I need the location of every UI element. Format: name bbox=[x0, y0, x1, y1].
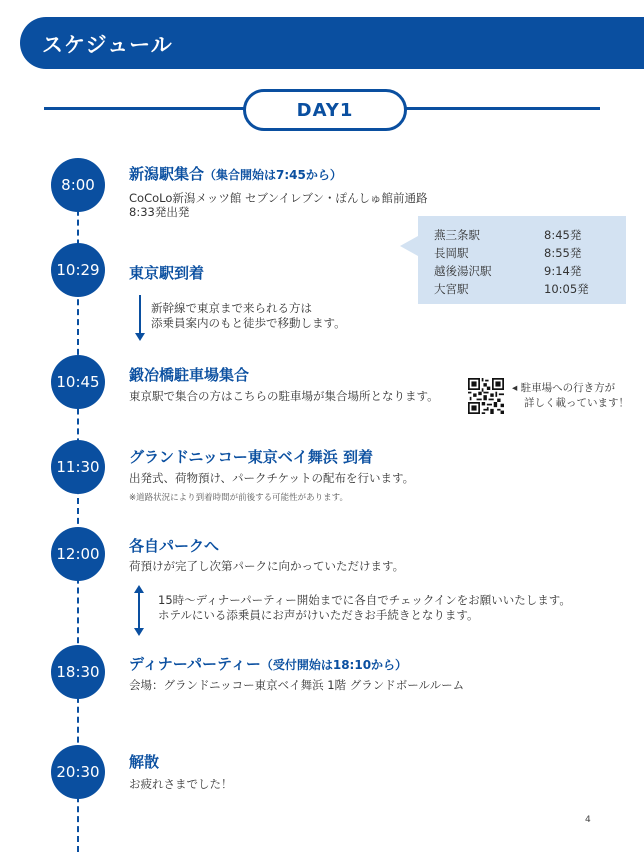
station-row bbox=[434, 281, 589, 297]
qr-caption-line: ◂ 駐車場への行き方が bbox=[512, 382, 616, 394]
event-detail: 8:33発出発 bbox=[129, 205, 190, 219]
page-number: 4 bbox=[585, 815, 591, 825]
time-badge: 12:00 bbox=[51, 527, 105, 581]
header-bar bbox=[20, 17, 644, 69]
event-title: 解散 bbox=[129, 753, 160, 771]
time-badge: 10:45 bbox=[51, 355, 105, 409]
event-detail: お疲れさまでした！ bbox=[129, 777, 233, 791]
time-badge: 18:30 bbox=[51, 645, 105, 699]
station-name: 燕三条駅 bbox=[434, 228, 480, 242]
time-badge: 8:00 bbox=[51, 158, 105, 212]
event-detail: 東京駅で集合の方はこちらの駐車場が集合場所となります。 bbox=[129, 389, 439, 403]
station-row bbox=[434, 227, 581, 243]
event-detail: 荷預けが完了し次第パークに向かっていただけます。 bbox=[129, 559, 405, 573]
time-badge: 11:30 bbox=[51, 440, 105, 494]
time-badge: 20:30 bbox=[51, 745, 105, 799]
event-note: ※道路状況により到着時間が前後する可能性があります。 bbox=[129, 493, 348, 503]
qr-caption bbox=[512, 381, 629, 411]
station-name: 大宮駅 bbox=[434, 282, 469, 296]
checkin-note: 15時～ディナーパーティー開始までに各自でチェックインをお願いいたします。 bbox=[158, 593, 571, 607]
station-time: 9:14発 bbox=[544, 264, 582, 278]
event-title-sub: （受付開始は18:10から） bbox=[260, 658, 408, 672]
time-badge: 10:29 bbox=[51, 243, 105, 297]
station-time: 8:55発 bbox=[544, 246, 582, 260]
station-name: 越後湯沢駅 bbox=[434, 264, 492, 278]
event-title-sub: （集合開始は7:45から） bbox=[204, 168, 342, 182]
arrow-updown-icon bbox=[138, 592, 140, 628]
transfer-note: 添乗員案内のもと徒歩で移動します。 bbox=[151, 316, 346, 330]
day-divider-right bbox=[404, 107, 600, 110]
event-detail: 出発式、荷物預け、パークチケットの配布を行います。 bbox=[129, 471, 415, 485]
checkin-note: ホテルにいる添乗員にお声がけいただきお手続きとなります。 bbox=[158, 608, 479, 622]
station-name: 長岡駅 bbox=[434, 246, 469, 260]
event-title bbox=[129, 163, 342, 184]
arrow-head-icon bbox=[134, 628, 144, 636]
day-label: DAY1 bbox=[243, 89, 407, 131]
event-detail: CoCoLo新潟メッツ館 セブンイレブン・ぽんしゅ館前通路 bbox=[129, 191, 428, 205]
event-title bbox=[129, 653, 407, 674]
qr-caption-line: 詳しく載っています！ bbox=[524, 397, 629, 409]
arrow-head-icon bbox=[135, 333, 145, 341]
station-row bbox=[434, 245, 581, 261]
station-callout bbox=[418, 216, 626, 304]
arrow-down-icon bbox=[139, 295, 141, 333]
page-title: スケジュール bbox=[42, 33, 173, 57]
event-title-main: ディナーパーティー bbox=[129, 655, 261, 673]
station-time: 8:45発 bbox=[544, 228, 582, 242]
event-title: 鍛冶橋駐車場集合 bbox=[129, 366, 250, 384]
transfer-note: 新幹線で東京まで来られる方は bbox=[151, 301, 312, 315]
station-row bbox=[434, 263, 581, 279]
day-divider-left bbox=[44, 107, 244, 110]
event-title: 各自パークへ bbox=[129, 537, 220, 555]
event-detail: 会場：グランドニッコー東京ベイ舞浜 1階 グランドボールルーム bbox=[129, 678, 465, 692]
qr-code-icon bbox=[468, 378, 504, 414]
event-title: グランドニッコー東京ベイ舞浜 到着 bbox=[129, 448, 374, 466]
event-title: 東京駅到着 bbox=[129, 264, 205, 282]
station-time: 10:05発 bbox=[544, 282, 589, 296]
event-title-main: 新潟駅集合 bbox=[129, 165, 205, 183]
